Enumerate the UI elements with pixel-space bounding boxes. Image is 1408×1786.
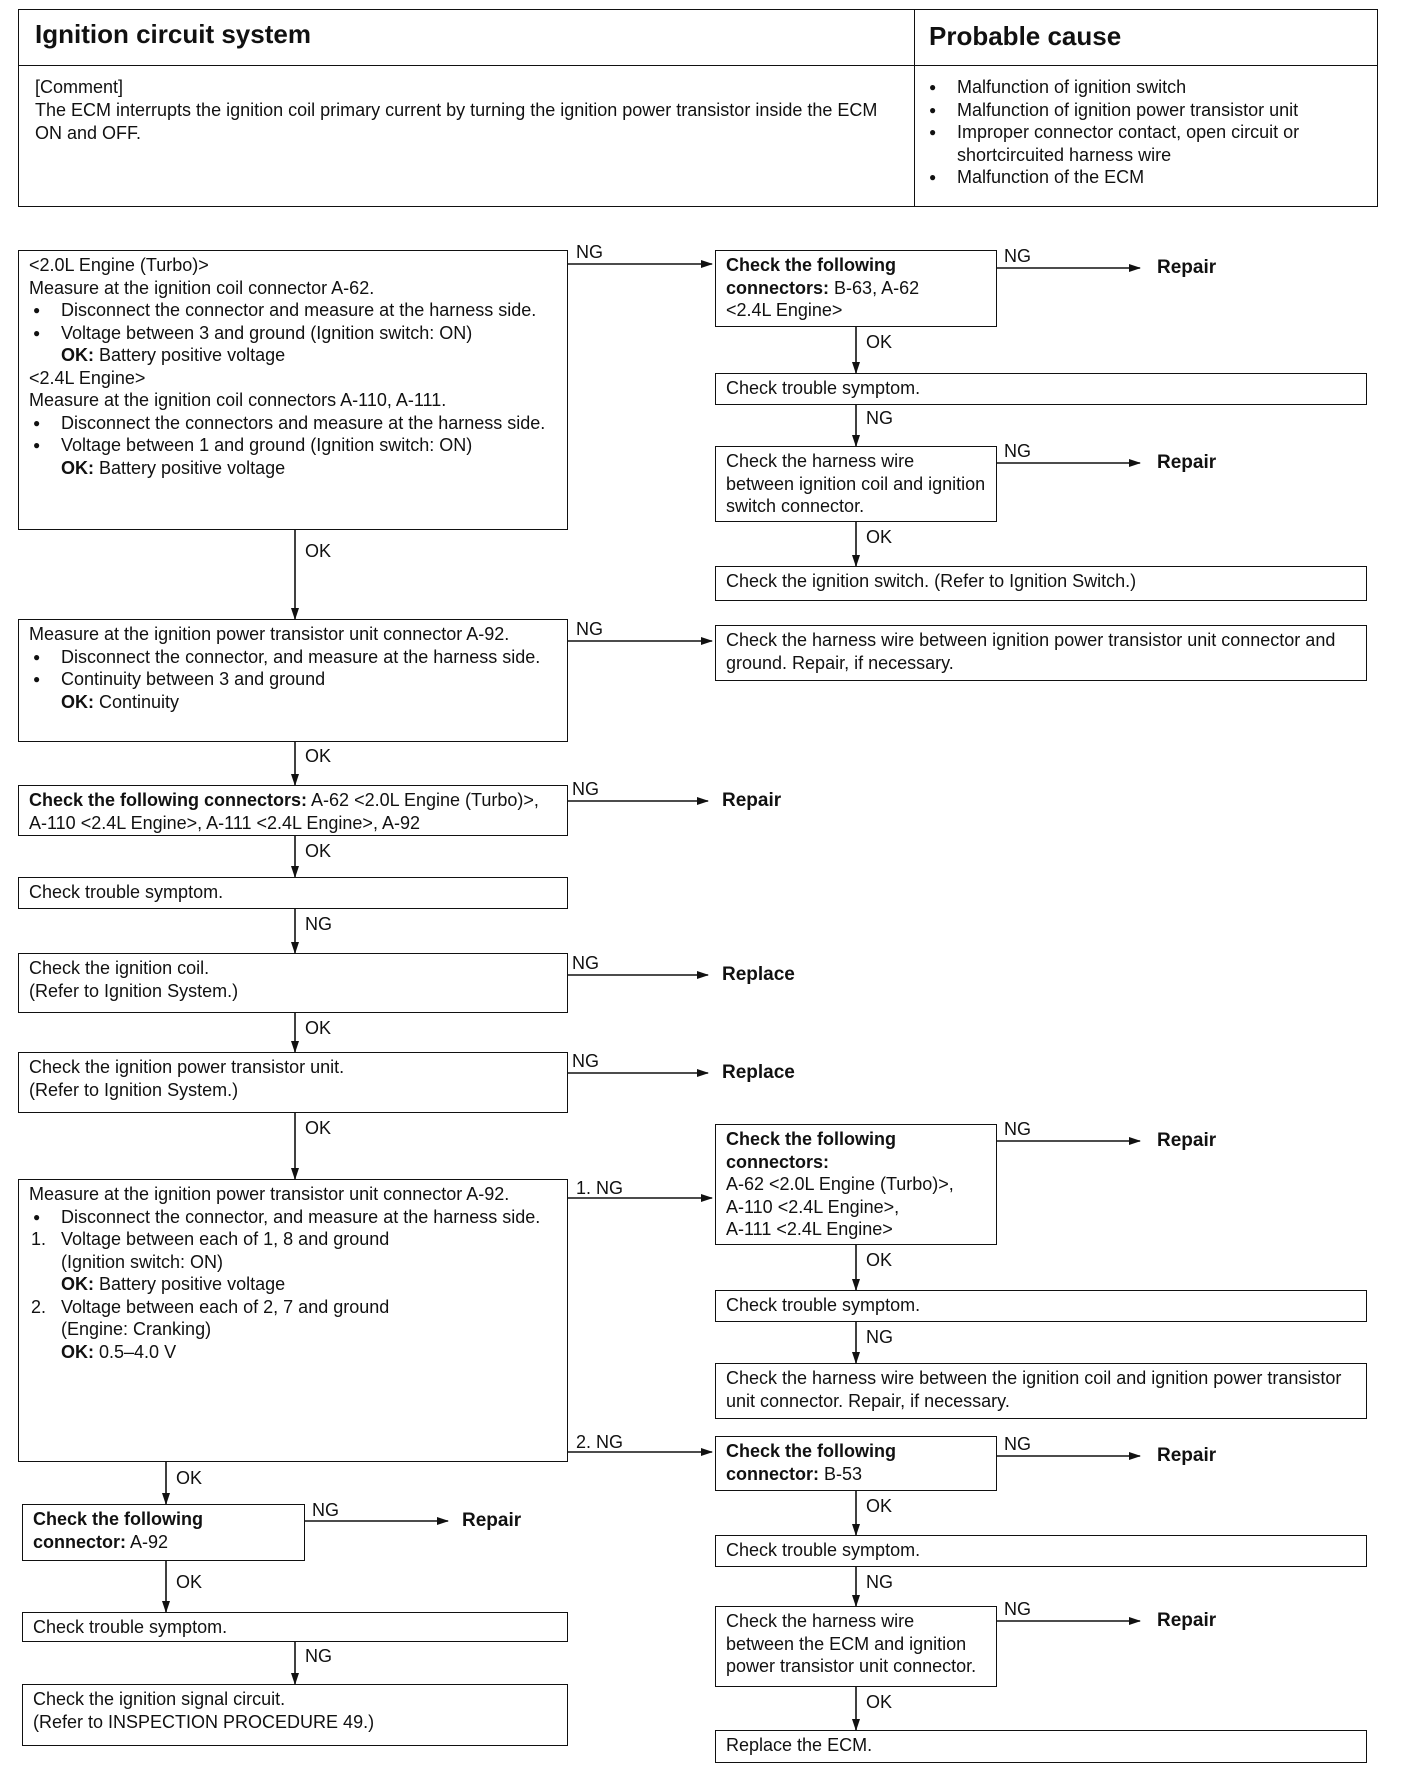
step-text: B-53 <box>824 1463 863 1484</box>
step-bold: Check the following connector: <box>726 1441 897 1484</box>
ng2-label: 2. NG <box>576 1432 624 1452</box>
step-text: (Refer to Ignition System.) <box>29 980 239 1001</box>
step-text: Voltage between each of 1, 8 and ground <box>61 1229 390 1249</box>
ng-label: NG <box>572 779 599 799</box>
ng1-label: 1. NG <box>576 1178 624 1198</box>
ok-label: OK <box>176 1572 203 1592</box>
ok-label: OK <box>176 1468 203 1488</box>
ng-label: NG <box>572 1051 599 1071</box>
step-bullet: ● Voltage between 1 and ground (Ignition switch: ON) <box>29 434 557 457</box>
step-numbered <box>29 1228 557 1251</box>
step-text: <2.4L Engine> <box>29 367 146 388</box>
step-text: Voltage between each of 2, 7 and ground <box>61 1296 390 1317</box>
step-check-harness-ground: Check the harness wire between ignition power transistor unit connector and ground. Repair, if necessary. <box>715 625 1367 681</box>
step-text: Check the ignition coil. <box>29 958 210 978</box>
step-number: 2. <box>31 1296 47 1317</box>
step-check-connectors-b63 <box>715 250 997 327</box>
step-check-trouble-symptom: Check trouble symptom. <box>715 1290 1367 1322</box>
repair-action: Repair <box>1157 1130 1217 1151</box>
ng-label: NG <box>305 914 332 934</box>
ok-label: OK <box>866 1692 893 1712</box>
repair-action: Repair <box>1157 1610 1217 1631</box>
step-text: Measure at the ignition power transistor unit connector A-92. <box>29 1184 510 1204</box>
ok-label: OK: <box>61 1274 94 1294</box>
ng-label: NG <box>1004 1434 1031 1454</box>
step-check-trouble-symptom: Check trouble symptom. <box>715 373 1367 405</box>
ok-label: OK: <box>61 691 94 712</box>
ok-label: OK <box>305 841 332 861</box>
step-text: A-92 <box>130 1531 169 1552</box>
step-check-connectors-list <box>715 1124 997 1245</box>
step-bold: Check the following connectors: <box>726 255 897 298</box>
ok-label: OK <box>866 1250 893 1270</box>
step-bold: Check the following connectors: <box>29 790 308 810</box>
ok-line <box>29 457 557 480</box>
step-measure-coil-connector <box>18 250 568 530</box>
step-text: Measure at the ignition power transistor unit connector A-92. <box>29 624 510 644</box>
step-replace-ecm: Replace the ECM. <box>715 1730 1367 1763</box>
comment-text: The ECM interrupts the ignition coil primary current by turning the ignition power transistor inside the ECM ON and OFF. <box>35 100 878 143</box>
ok-line <box>29 1273 557 1296</box>
step-check-connector-b53 <box>715 1436 997 1491</box>
cause-item: ● Improper connector contact, open circuit or shortcircuited harness wire <box>925 121 1367 166</box>
ok-label: OK <box>305 541 332 561</box>
step-text: Measure at the ignition coil connector A-62. <box>29 277 375 298</box>
step-text: <2.4L Engine> <box>726 300 843 320</box>
repair-action: Repair <box>1157 257 1217 278</box>
step-check-harness-ecm-transistor: Check the harness wire between the ECM and ignition power transistor unit connector. <box>715 1606 997 1687</box>
ok-label: OK: <box>61 457 94 478</box>
step-check-connectors-a62 <box>18 785 568 836</box>
step-text: A-62 <2.0L Engine (Turbo)>, <box>726 1174 954 1194</box>
ok-value: Battery positive voltage <box>99 345 286 365</box>
repair-action: Repair <box>1157 1445 1217 1466</box>
step-text: (Engine: Cranking) <box>61 1319 212 1339</box>
ok-value: Continuity <box>99 691 180 712</box>
cause-item: ● Malfunction of ignition power transistor unit <box>925 99 1367 122</box>
ng-label: NG <box>866 1327 893 1347</box>
ok-label: OK <box>305 1118 332 1138</box>
ng-label: NG <box>572 953 599 973</box>
step-bullet: ● Disconnect the connector, and measure at the harness side. <box>29 1206 557 1229</box>
comment-label: [Comment] <box>35 77 124 97</box>
ng-label: NG <box>1004 246 1031 266</box>
ok-label: OK <box>866 332 893 352</box>
ng-label: NG <box>1004 1599 1031 1619</box>
step-numbered <box>29 1296 557 1319</box>
ng-label: NG <box>866 1572 893 1592</box>
system-title: Ignition circuit system <box>19 10 915 66</box>
ok-label: OK <box>866 1496 893 1516</box>
ng-label: NG <box>1004 1119 1031 1139</box>
ok-label: OK: <box>61 345 94 365</box>
step-check-harness-coil-switch: Check the harness wire between ignition coil and ignition switch connector. <box>715 446 997 522</box>
repair-action: Repair <box>722 790 782 811</box>
step-check-transistor-unit <box>18 1052 568 1113</box>
step-text: Check the ignition signal circuit. <box>33 1689 286 1709</box>
step-bold: Check the following connectors: <box>726 1129 897 1172</box>
step-text: Check the ignition power transistor unit. <box>29 1057 345 1077</box>
step-bullet: ● Continuity between 3 and ground <box>29 668 557 691</box>
ok-label: OK <box>305 746 332 766</box>
ok-label: OK <box>866 527 893 547</box>
ok-value: 0.5–4.0 V <box>99 1341 177 1362</box>
repair-action: Repair <box>1157 452 1217 473</box>
step-check-ignition-switch: Check the ignition switch. (Refer to Ignition Switch.) <box>715 566 1367 601</box>
step-measure-transistor-connector <box>18 619 568 742</box>
cause-title: Probable cause <box>915 10 1377 66</box>
step-check-trouble-symptom: Check trouble symptom. <box>18 877 568 909</box>
step-check-ignition-signal <box>22 1684 568 1746</box>
step-bullet: ● Voltage between 3 and ground (Ignition switch: ON) <box>29 322 557 345</box>
ok-label: OK: <box>61 1341 94 1362</box>
ng-label: NG <box>1004 441 1031 461</box>
step-text: B-63, A-62 <box>834 277 920 298</box>
step-text: Measure at the ignition coil connectors A-110, A-111. <box>29 390 447 410</box>
ok-value: Battery positive voltage <box>99 1274 286 1294</box>
step-bold: Check the following connector: <box>33 1509 204 1552</box>
step-text: (Refer to INSPECTION PROCEDURE 49.) <box>33 1711 375 1732</box>
step-number: 1. <box>31 1229 47 1249</box>
repair-action: Repair <box>462 1510 522 1531</box>
step-check-connector-a92 <box>22 1504 305 1561</box>
step-text: (Ignition switch: ON) <box>61 1251 224 1272</box>
ok-label: OK <box>305 1018 332 1038</box>
ok-line <box>29 1341 557 1364</box>
ng-label: NG <box>312 1500 339 1520</box>
step-text: A-111 <2.4L Engine> <box>726 1219 893 1239</box>
replace-action: Replace <box>722 1062 795 1083</box>
step-text: (Refer to Ignition System.) <box>29 1079 239 1100</box>
ok-line <box>29 344 557 367</box>
ok-value: Battery positive voltage <box>99 457 286 478</box>
ng-label: NG <box>576 242 603 262</box>
cause-item: ● Malfunction of ignition switch <box>925 76 1367 99</box>
step-bullet: ● Disconnect the connector and measure at the harness side. <box>29 299 557 322</box>
ok-line <box>29 691 557 714</box>
step-measure-transistor-voltage <box>18 1179 568 1462</box>
step-bullet: ● Disconnect the connectors and measure at the harness side. <box>29 412 557 435</box>
step-text: A-62 <2.0L Engine (Turbo)>, A-110 <2.4L Engine>, A-111 <2.4L Engine>, A-92 <box>29 790 539 833</box>
step-text: <2.0L Engine (Turbo)> <box>29 255 209 275</box>
cause-item: ● Malfunction of the ECM <box>925 166 1367 189</box>
ng-label: NG <box>866 408 893 428</box>
ng-label: NG <box>576 619 603 639</box>
step-bullet: ● Disconnect the connector, and measure at the harness side. <box>29 646 557 669</box>
step-check-ignition-coil <box>18 953 568 1013</box>
step-text: A-110 <2.4L Engine>, <box>726 1196 900 1217</box>
step-check-trouble-symptom: Check trouble symptom. <box>715 1535 1367 1567</box>
step-check-harness-coil-transistor: Check the harness wire between the ignition coil and ignition power transistor unit connector. Repair, if necessary. <box>715 1363 1367 1419</box>
ng-label: NG <box>305 1646 332 1666</box>
replace-action: Replace <box>722 964 795 985</box>
step-check-trouble-symptom: Check trouble symptom. <box>22 1612 568 1642</box>
